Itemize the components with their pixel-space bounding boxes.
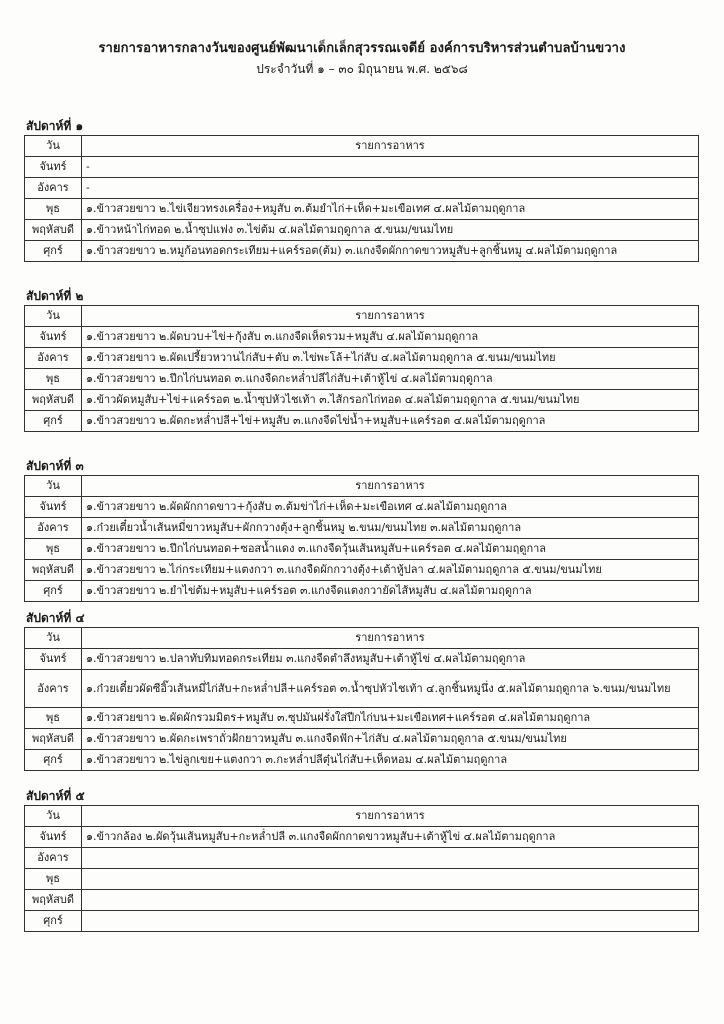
document-title: รายการอาหารกลางวันของศูนย์พัฒนาเด็กเล็กสุวรรณเจดีย์ องค์การบริหารส่วนตำบลบ้านขวาง <box>98 41 626 56</box>
table-row <box>25 911 699 932</box>
table-header-row <box>25 136 699 157</box>
week-section <box>24 788 699 932</box>
menu-cell: ๑.ข้าวกล้อง ๒.ผัดวุ้นเส้นหมูสับ+กะหล่ำปลี ๓.แกงจืดผักกาดขาวหมูสับ+เต้าหู้ไข่ ๔.ผลไม้ตามฤดูกาล <box>82 827 699 848</box>
table-row <box>25 411 699 432</box>
menu-cell: ๑.ข้าวสวยขาว ๒.ผัดบวบ+ไข่+กุ้งสับ ๓.แกงจืดเห็ดรวม+หมูสับ ๔.ผลไม้ตามฤดูกาล <box>82 327 699 348</box>
header-menu: รายการอาหาร <box>82 806 699 827</box>
table-row <box>25 157 699 178</box>
menu-cell: ๑.ข้าวสวยขาว ๒.ผัดเปรี้ยวหวานไก่สับ+ตับ ๓.ไข่พะโล้+ไก่สับ ๔.ผลไม้ตามฤดูกาล ๕.ขนม/ขนมไทย <box>82 348 699 369</box>
menu-cell <box>82 911 699 932</box>
table-row <box>25 327 699 348</box>
menu-cell <box>82 848 699 869</box>
menu-cell: ๑.ข้าวสวยขาว ๒.ปลาทับทิมทอดกระเทียม ๓.แกงจืดตำลึงหมูสับ+เต้าหู้ไข่ ๔.ผลไม้ตามฤดูกาล <box>82 649 699 670</box>
menu-cell: ๑.ข้าวสวยขาว ๒.ไข่เจียวทรงเครื่อง+หมูสับ ๓.ต้มยำไก่+เห็ด+มะเขือเทศ ๔.ผลไม้ตามฤดูกาล <box>82 199 699 220</box>
table-row <box>25 869 699 890</box>
week-label: สัปดาห์ที่ ๒ <box>26 289 84 303</box>
menu-cell <box>82 869 699 890</box>
menu-cell: ๑.ข้าวสวยขาว ๒.หมูก้อนทอดกระเทียม+แคร์รอต(ต้ม) ๓.แกงจืดผักกาดขาวหมูสับ+ลูกชิ้นหมู ๔.ผลไม้ตามฤดูกาล <box>82 241 699 262</box>
menu-cell: ๑.ข้าวสวยขาว ๒.ปีกไก่บนทอด+ซอสน้ำแดง ๓.แกงจืดวุ้นเส้นหมูสับ+แคร์รอต ๔.ผลไม้ตามฤดูกาล <box>82 539 699 560</box>
week-section <box>24 118 699 262</box>
week-section <box>24 288 699 432</box>
day-cell: พฤหัสบดี <box>25 220 82 241</box>
table-header-row <box>25 476 699 497</box>
week-label: สัปดาห์ที่ ๕ <box>26 789 85 803</box>
day-cell: พุธ <box>25 708 82 729</box>
day-cell: พุธ <box>25 869 82 890</box>
header-menu: รายการอาหาร <box>82 476 699 497</box>
day-cell: ศุกร์ <box>25 911 82 932</box>
menu-table <box>24 475 699 602</box>
menu-cell: ๑.ก๋วยเตี๋ยวผัดซีอิ๊วเส้นหมี่ไก่สับ+กะหล่ำปลี+แคร์รอต ๓.น้ำซุปหัวไชเท้า ๔.ลูกชิ้นหมูนึ่ง ๕.ผลไม้ตามฤดูกาล ๖.ขนม/ขนมไทย <box>82 670 699 708</box>
menu-cell: ๑.ก๋วยเตี๋ยวน้ำเส้นหมี่ขาวหมูสับ+ผักกวางตุ้ง+ลูกชิ้นหมู ๒.ขนม/ขนมไทย ๓.ผลไม้ตามฤดูกาล <box>82 518 699 539</box>
table-row <box>25 890 699 911</box>
header-day: วัน <box>25 306 82 327</box>
table-header-row <box>25 306 699 327</box>
day-cell: อังคาร <box>25 848 82 869</box>
week-label: สัปดาห์ที่ ๔ <box>26 611 85 625</box>
header-day: วัน <box>25 476 82 497</box>
table-row <box>25 497 699 518</box>
table-row <box>25 581 699 602</box>
day-cell: จันทร์ <box>25 327 82 348</box>
menu-cell: - <box>82 178 699 199</box>
day-cell: พฤหัสบดี <box>25 729 82 750</box>
header-menu: รายการอาหาร <box>82 628 699 649</box>
table-header-row <box>25 806 699 827</box>
table-row <box>25 539 699 560</box>
day-cell: พุธ <box>25 199 82 220</box>
header-day: วัน <box>25 806 82 827</box>
table-row <box>25 750 699 771</box>
menu-table <box>24 805 699 932</box>
day-cell: จันทร์ <box>25 649 82 670</box>
table-row <box>25 708 699 729</box>
week-section <box>24 458 699 602</box>
day-cell: อังคาร <box>25 670 82 708</box>
menu-cell: ๑.ข้าวหน้าไก่ทอด ๒.น้ำซุปแฟง ๓.ไข่ต้ม ๔.ผลไม้ตามฤดูกาล ๕.ขนม/ขนมไทย <box>82 220 699 241</box>
table-row <box>25 518 699 539</box>
menu-cell: ๑.ข้าวสวยขาว ๒.ยำไข่ต้ม+หมูสับ+แคร์รอต ๓.แกงจืดแตงกวายัดไส้หมูสับ ๔.ผลไม้ตามฤดูกาล <box>82 581 699 602</box>
table-row <box>25 649 699 670</box>
menu-cell: ๑.ข้าวสวยขาว ๒.ผัดกะเพราถั่วฝักยาวหมูสับ ๓.แกงจืดฟัก+ไก่สับ ๔.ผลไม้ตามฤดูกาล ๕.ขนม/ขนมไทย <box>82 729 699 750</box>
header-day: วัน <box>25 628 82 649</box>
day-cell: จันทร์ <box>25 827 82 848</box>
day-cell: พฤหัสบดี <box>25 390 82 411</box>
menu-cell: ๑.ข้าวสวยขาว ๒.ปีกไก่บนทอด ๓.แกงจืดกะหล่ำปลีไก่สับ+เต้าหู้ไข่ ๔.ผลไม้ตามฤดูกาล <box>82 369 699 390</box>
day-cell: พุธ <box>25 539 82 560</box>
menu-cell: ๑.ข้าวสวยขาว ๒.ผัดกะหล่ำปลี+ไข่+หมูสับ ๓.แกงจืดไข่น้ำ+หมูสับ+แคร์รอต ๔.ผลไม้ตามฤดูกาล <box>82 411 699 432</box>
day-cell: ศุกร์ <box>25 241 82 262</box>
menu-cell: ๑.ข้าวสวยขาว ๒.ผัดผักกาดขาว+กุ้งสับ ๓.ต้มข่าไก่+เห็ด+มะเขือเทศ ๔.ผลไม้ตามฤดูกาล <box>82 497 699 518</box>
table-row <box>25 241 699 262</box>
day-cell: ศุกร์ <box>25 750 82 771</box>
table-row <box>25 827 699 848</box>
menu-cell: ๑.ข้าวสวยขาว ๒.ไข่ลูกเขย+แตงกวา ๓.กะหล่ำปลีตุ๋นไก่สับ+เห็ดหอม ๔.ผลไม้ตามฤดูกาล <box>82 750 699 771</box>
title-block <box>0 40 724 78</box>
table-row <box>25 199 699 220</box>
table-row <box>25 348 699 369</box>
header-menu: รายการอาหาร <box>82 136 699 157</box>
menu-cell: ๑.ข้าวสวยขาว ๒.ไก่กระเทียม+แตงกวา ๓.แกงจืดผักกวางตุ้ง+เต้าหู้ปลา ๔.ผลไม้ตามฤดูกาล ๕.ขนม/ขนมไทย <box>82 560 699 581</box>
menu-table <box>24 305 699 432</box>
document-subtitle: ประจำวันที่ ๑ – ๓๐ มิถุนายน พ.ศ. ๒๕๖๘ <box>256 62 468 76</box>
day-cell: อังคาร <box>25 178 82 199</box>
table-row <box>25 560 699 581</box>
table-row <box>25 848 699 869</box>
header-day: วัน <box>25 136 82 157</box>
menu-cell <box>82 890 699 911</box>
day-cell: จันทร์ <box>25 497 82 518</box>
header-menu: รายการอาหาร <box>82 306 699 327</box>
menu-table <box>24 135 699 262</box>
day-cell: จันทร์ <box>25 157 82 178</box>
table-row <box>25 178 699 199</box>
table-row <box>25 220 699 241</box>
menu-cell: ๑.ข้าวสวยขาว ๒.ผัดผักรวมมิตร+หมูสับ ๓.ซุปมันฝรั่งใส่ปีกไก่บน+มะเขือเทศ+แคร์รอต ๔.ผลไม้ตามฤดูกาล <box>82 708 699 729</box>
day-cell: พุธ <box>25 369 82 390</box>
day-cell: พฤหัสบดี <box>25 890 82 911</box>
week-label: สัปดาห์ที่ ๓ <box>26 459 84 473</box>
day-cell: ศุกร์ <box>25 581 82 602</box>
menu-table <box>24 627 699 771</box>
table-header-row <box>25 628 699 649</box>
table-row <box>25 390 699 411</box>
week-section <box>24 610 699 771</box>
day-cell: อังคาร <box>25 518 82 539</box>
day-cell: ศุกร์ <box>25 411 82 432</box>
day-cell: พฤหัสบดี <box>25 560 82 581</box>
menu-cell: ๑.ข้าวผัดหมูสับ+ไข่+แคร์รอต ๒.น้ำซุปหัวไชเท้า ๓.ไส้กรอกไก่ทอด ๔.ผลไม้ตามฤดูกาล ๕.ขนม/ขนมไทย <box>82 390 699 411</box>
table-row <box>25 670 699 708</box>
table-row <box>25 369 699 390</box>
table-row <box>25 729 699 750</box>
day-cell: อังคาร <box>25 348 82 369</box>
menu-cell: - <box>82 157 699 178</box>
week-label: สัปดาห์ที่ ๑ <box>26 119 84 133</box>
